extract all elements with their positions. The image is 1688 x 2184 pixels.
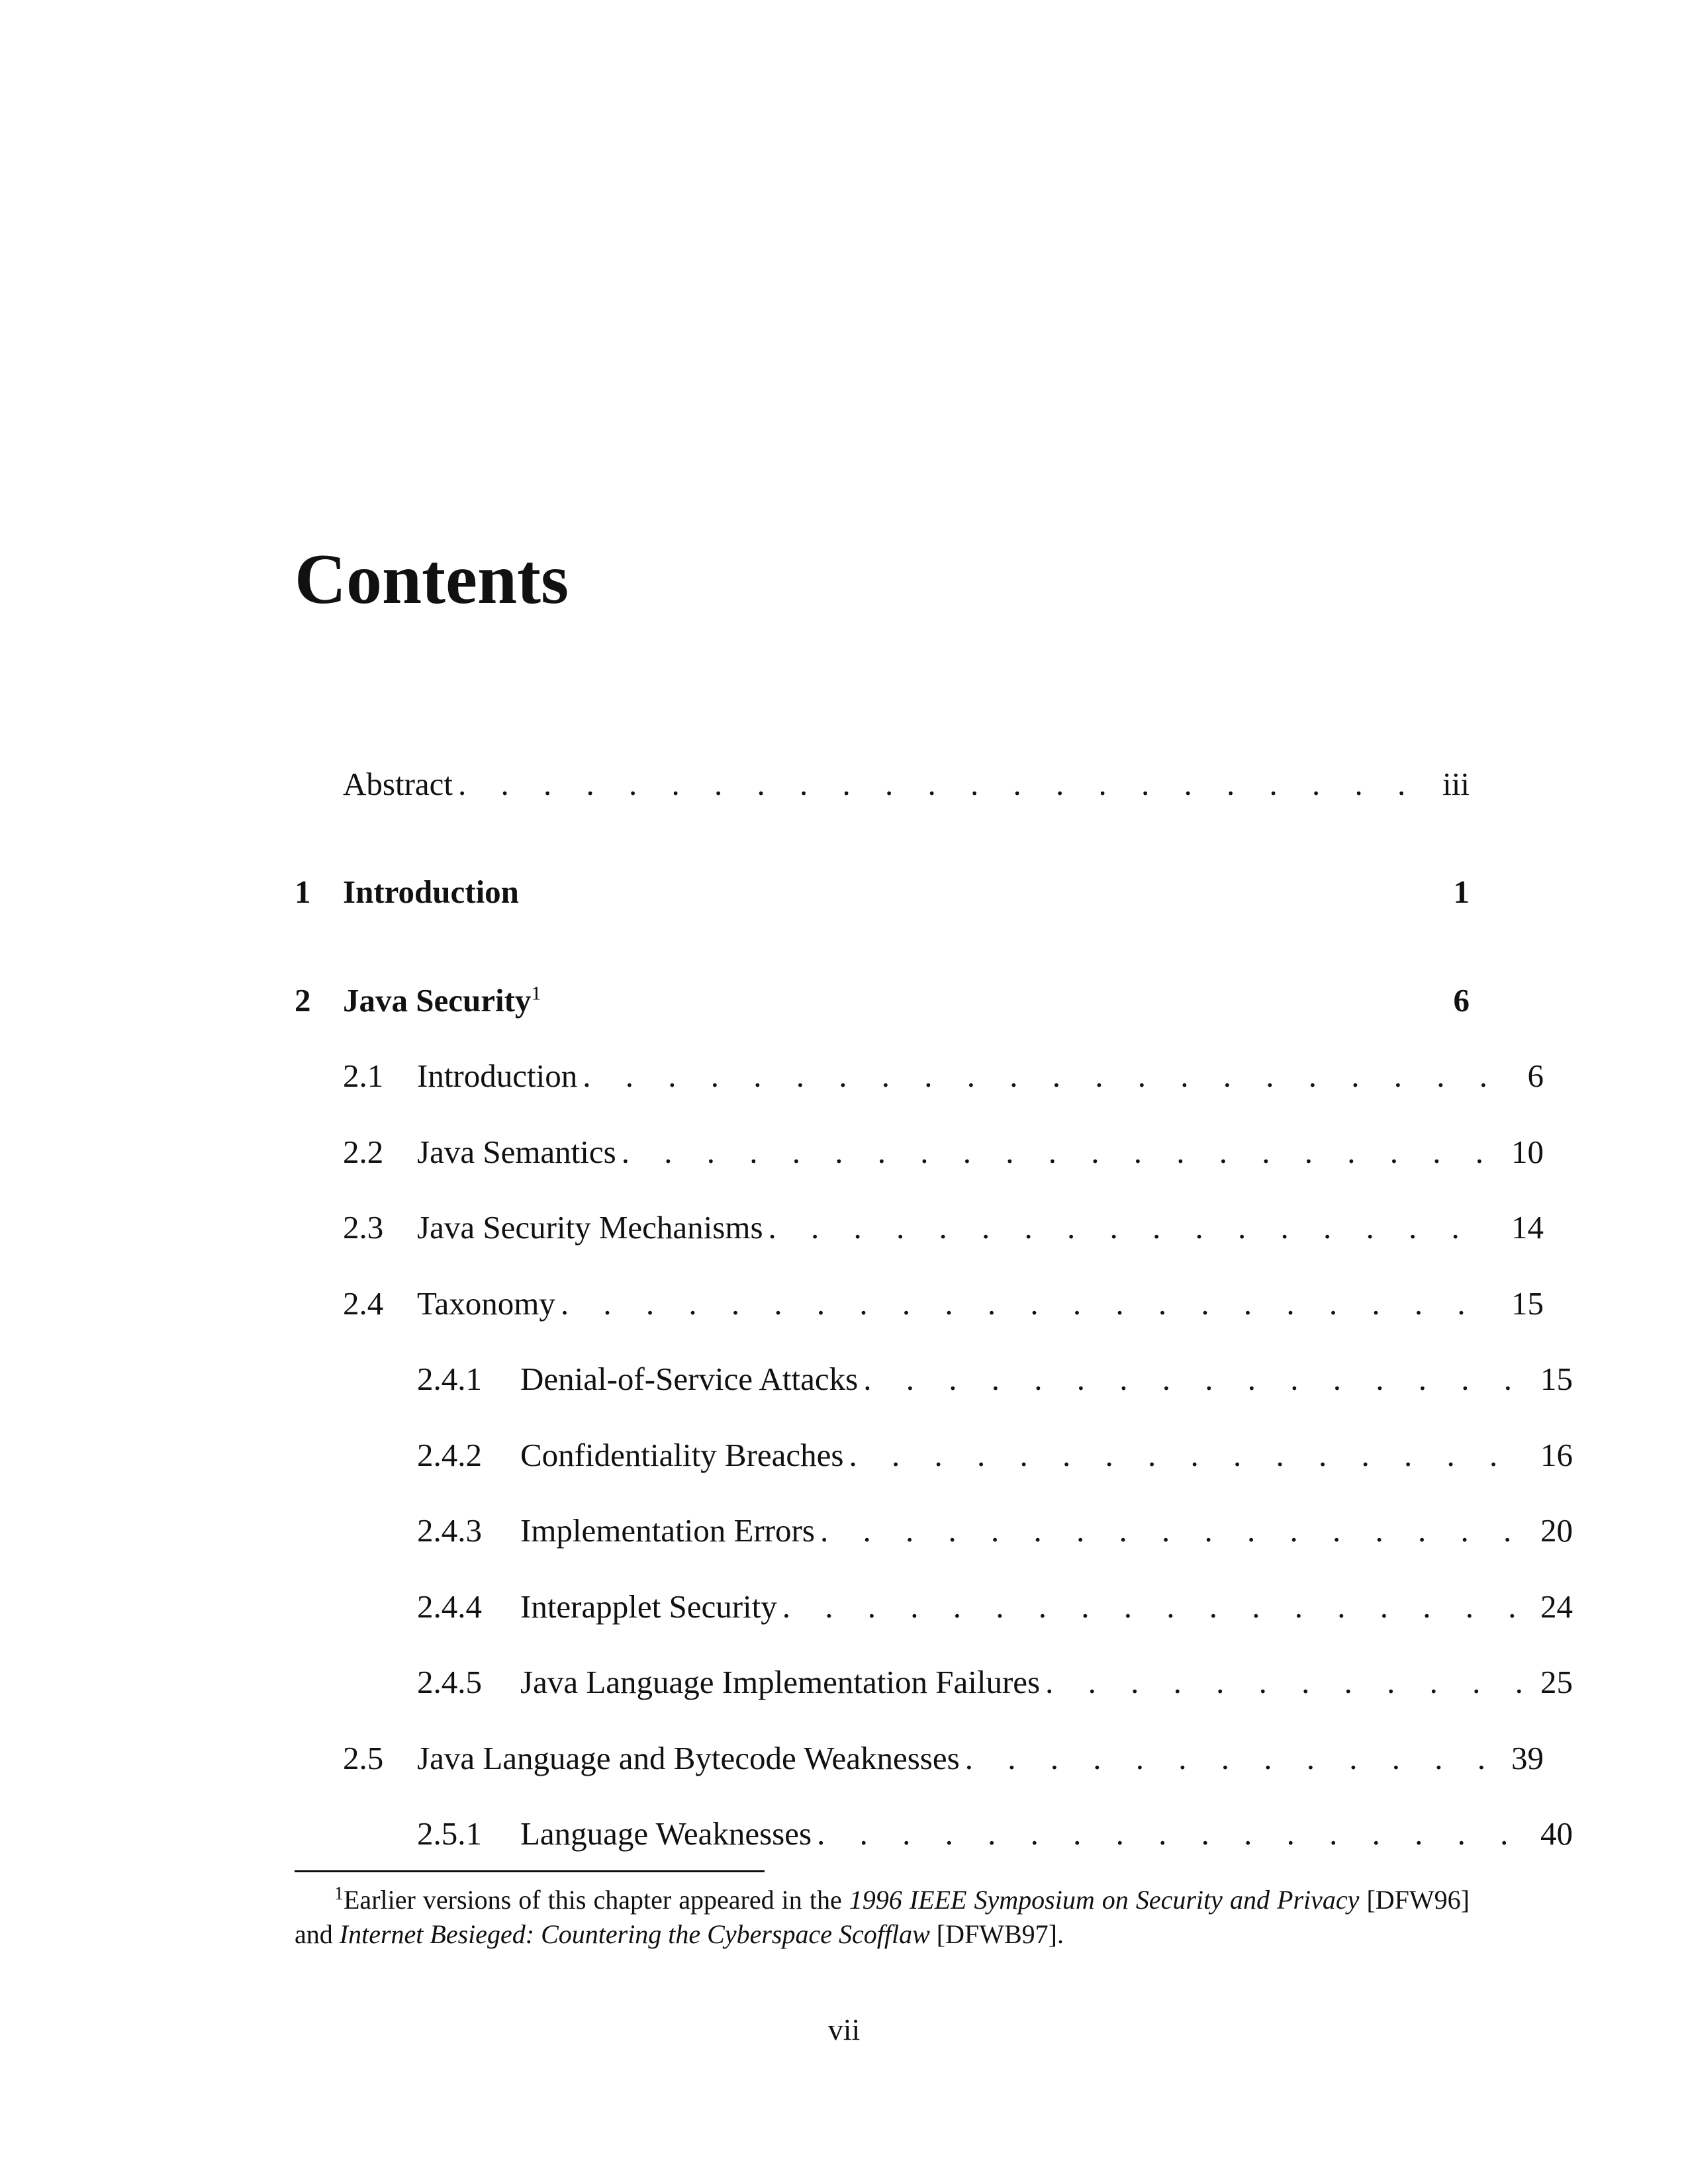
dot-leader [622,1132,1495,1172]
toc-label: Java Semantics [417,1134,616,1170]
toc-page-number: 16 [1540,1437,1573,1473]
toc-label: Abstract [343,766,453,802]
toc-subsection-number: 2.4.2 [417,1437,482,1473]
footnote-text: [DFW96] and [295,1885,1470,1949]
toc-page-number: iii [1442,766,1470,802]
toc-section-2-2[interactable] [343,1132,1544,1172]
dot-leader [849,1435,1524,1475]
dot-leader [769,1208,1495,1248]
toc-label: Language Weaknesses [520,1815,812,1852]
toc-subsection-2-5-1[interactable] [417,1814,1573,1854]
toc-page-number: 10 [1511,1134,1544,1170]
toc-page-number: 20 [1540,1512,1573,1549]
footnote-rule [295,1870,765,1872]
toc-entry-abstract[interactable] [343,764,1470,804]
toc-label: Implementation Errors [520,1512,815,1549]
toc-chapter-2[interactable] [295,981,1470,1021]
toc-page-number: 15 [1540,1361,1573,1397]
toc-chapter-number: 1 [295,874,311,910]
toc-section-number: 2.4 [343,1285,384,1322]
dot-leader [817,1814,1524,1854]
toc-page-number: 6 [1527,1058,1544,1094]
toc-subsection-2-4-3[interactable] [417,1511,1573,1551]
toc-subsection-number: 2.4.5 [417,1664,482,1700]
toc-page-number: 40 [1540,1815,1573,1852]
toc-label: Introduction [343,874,519,910]
dot-leader [458,764,1421,804]
toc-label: Java Security$^1$ [343,982,541,1019]
dot-leader [863,1359,1524,1399]
toc-section-number: 2.2 [343,1134,384,1170]
toc-subsection-number: 2.4.4 [417,1588,482,1625]
toc-chapter-number: 2 [295,982,311,1019]
footnote-citation-title: Internet Besieged: Countering the Cyberspace Scofflaw [339,1919,930,1949]
toc-page-number: 24 [1540,1588,1573,1625]
toc-section-number: 2.3 [343,1209,384,1246]
toc-label: Confidentiality Breaches [520,1437,844,1473]
dot-leader [1045,1662,1524,1702]
toc-label: Introduction [417,1058,578,1094]
toc-label: Java Language and Bytecode Weaknesses [417,1740,960,1776]
footnote-text: Earlier versions of this chapter appeared in the [344,1885,849,1915]
toc-label: Interapplet Security [520,1588,777,1625]
toc-subsection-number: 2.5.1 [417,1815,482,1852]
toc-label: Taxonomy [417,1285,555,1322]
page-title: Contents [295,540,569,619]
toc-section-2-4[interactable] [343,1284,1544,1324]
page-number: vii [827,2013,861,2046]
toc-chapter-1[interactable] [295,872,1470,912]
toc-section-2-5[interactable] [343,1739,1544,1778]
footnote [295,1883,1470,1952]
dot-leader [561,1284,1495,1324]
toc-page-number: 1 [1453,874,1470,910]
toc-page-number: 14 [1511,1209,1544,1246]
footnote-mark: 1 [334,1883,344,1904]
toc-page-number: 39 [1511,1740,1544,1776]
toc-subsection-2-4-1[interactable] [417,1359,1573,1399]
toc-label: Java Language Implementation Failures [520,1664,1041,1700]
footnote-text: [DFWB97]. [929,1919,1064,1949]
toc-label: Denial-of-Service Attacks [520,1361,859,1397]
footnote-citation-title: 1996 IEEE Symposium on Security and Privacy [849,1885,1360,1915]
toc-subsection-number: 2.4.3 [417,1512,482,1549]
toc-section-2-1[interactable] [343,1056,1544,1096]
toc-page-number: 25 [1540,1664,1573,1700]
toc-label: Java Security Mechanisms [417,1209,763,1246]
dot-leader [782,1587,1524,1627]
dot-leader [965,1739,1495,1778]
footnote-reference[interactable]: 1 [531,982,541,1005]
toc-section-number: 2.1 [343,1058,384,1094]
toc-subsection-2-4-4[interactable] [417,1587,1573,1627]
toc-subsection-number: 2.4.1 [417,1361,482,1397]
toc-page-number: 6 [1453,982,1470,1019]
toc-subsection-2-4-2[interactable] [417,1435,1573,1475]
toc-subsection-2-4-5[interactable] [417,1662,1573,1702]
toc-section-2-3[interactable] [343,1208,1544,1248]
dot-leader [583,1056,1495,1096]
toc-section-number: 2.5 [343,1740,384,1776]
toc-page-number: 15 [1511,1285,1544,1322]
dot-leader [820,1511,1524,1551]
